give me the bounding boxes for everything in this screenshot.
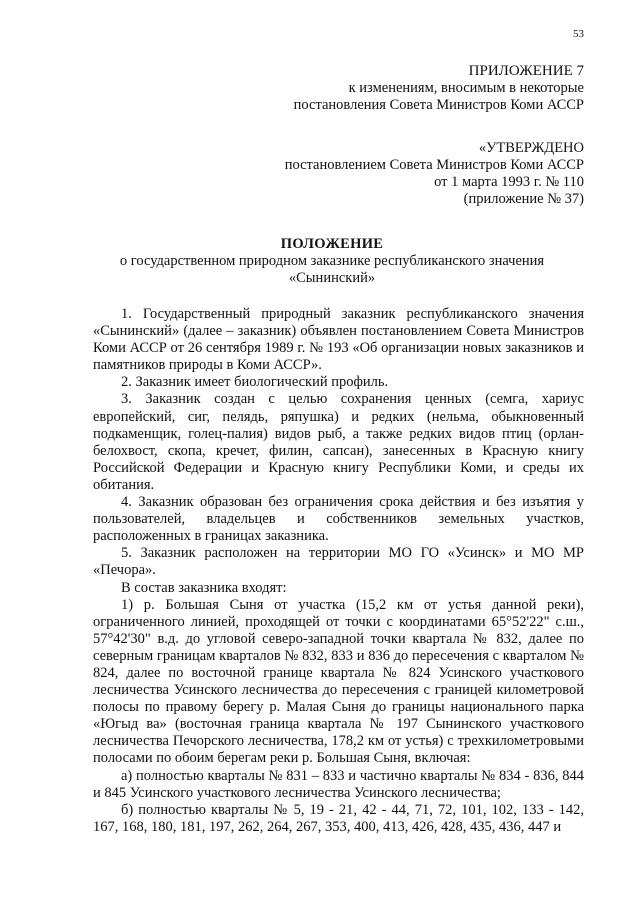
approval-line: постановлением Совета Министров Коми АССР (284, 157, 584, 173)
paragraph: 1) р. Большая Сыня от участка (15,2 км от устья данной реки), ограниченного линией, проходящей от точки с координатами 65°52'22" с.ш., 57°42'30" в.д. до угловой северо-западной точки квартала № 832, далее по северным границам кварталов № 832, 833 и 836 до пересечения с кварталом № 824, далее по восточной границе квартала № 824 Усинского участкового лесничества Усинского лесничества до пересечения с границей километровой полосы по правому берегу р. Малая Сыня до границы национального парка «Югыд ва» (восточная граница квартала № 197 Сынинского участкового лесничества Печорского лесничества, 178,2 км от устья) с трехкилометровыми полосами по обоим берегам реки р. Большая Сыня, включая: (93, 596, 584, 767)
page-number: 53 (573, 28, 584, 40)
document-subtitle: о государственном природном заказнике республиканского значения (119, 253, 545, 269)
approval-line: «УТВЕРЖДЕНО (478, 140, 584, 156)
paragraph: 3. Заказник создан с целью сохранения ценных (семга, хариус европейский, сиг, пелядь, ряпушка) и редких (нельма, обыкновенный подкаменщик, голец-палия) видов рыб, а также редких видов птиц (орлан-белохвост, скопа, кречет, филин, сапсан), занесенных в Красную книгу Российской Федерации и Красную книгу Республики Коми, и среды их обитания. (93, 391, 584, 493)
appendix-block (204, 63, 584, 114)
approval-block (204, 140, 584, 208)
paragraph: В состав заказника входят: (121, 579, 287, 596)
paragraph: 1. Государственный природный заказник республиканского значения «Сынинский» (далее – заказник) объявлен постановлением Совета Министров Коми АССР от 26 сентября 1989 г. № 193 «Об организации новых заказников и памятников природы в Коми АССР». (93, 306, 584, 374)
appendix-line: к изменениям, вносимым в некоторые (348, 80, 584, 96)
approval-line: от 1 марта 1993 г. № 110 (434, 174, 584, 190)
appendix-line: постановления Совета Министров Коми АССР (293, 97, 584, 113)
document-title: ПОЛОЖЕНИЕ (280, 236, 384, 252)
document-subtitle: «Сынинский» (288, 270, 376, 286)
approval-line: (приложение № 37) (463, 191, 584, 207)
paragraph: б) полностью кварталы № 5, 19 - 21, 42 - 44, 71, 72, 101, 102, 133 - 142, 167, 168, 180, 181, 197, 262, 264, 267, 353, 400, 413, 426, 428, 435, 436, 447 и (93, 801, 584, 835)
paragraph: 4. Заказник образован без ограничения срока действия и без изъятия у пользователей, владельцев и собственников земельных участков, расположенных в границах заказника. (93, 494, 584, 545)
appendix-title: ПРИЛОЖЕНИЕ 7 (468, 63, 584, 79)
document-heading (80, 236, 584, 287)
paragraph: 5. Заказник расположен на территории МО ГО «Усинск» и МО МР «Печора». (93, 545, 584, 579)
document-body (93, 306, 584, 836)
paragraph: а) полностью кварталы № 831 – 833 и частично кварталы № 834 - 836, 844 и 845 Усинского участкового лесничества Усинского лесничества; (93, 767, 584, 801)
paragraph: 2. Заказник имеет биологический профиль. (121, 374, 389, 391)
